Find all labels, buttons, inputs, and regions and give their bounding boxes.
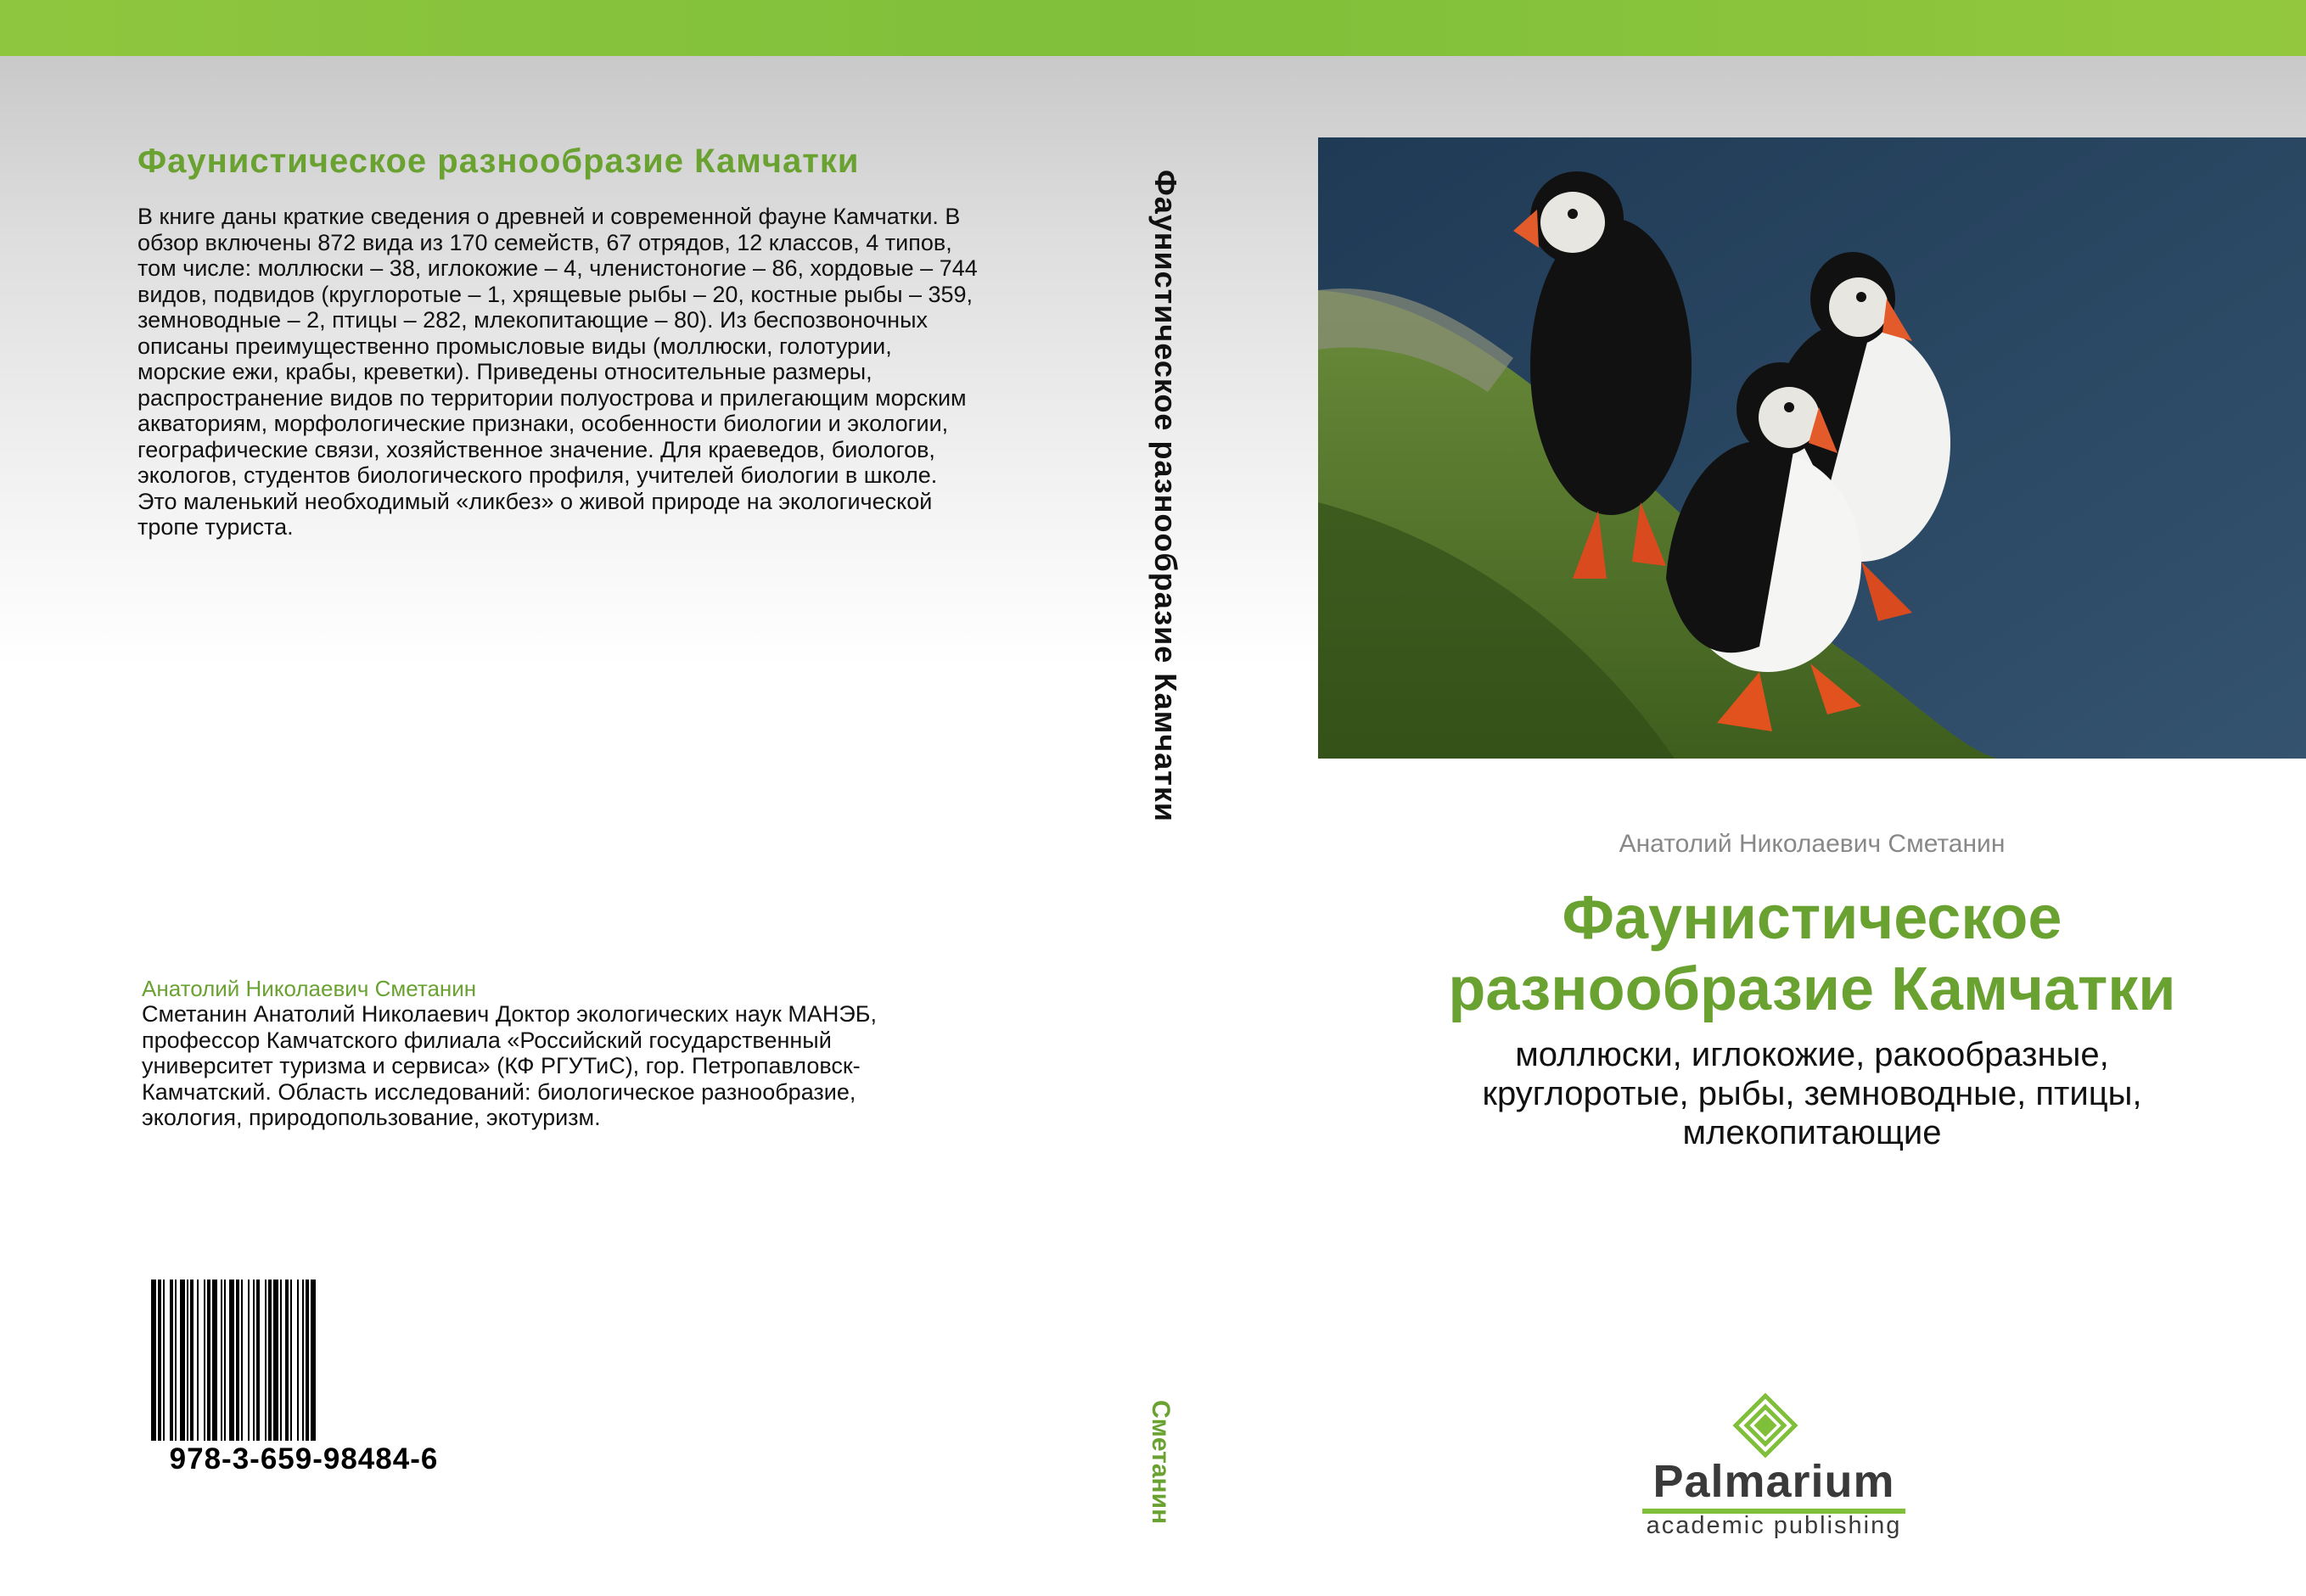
front-cover-author: Анатолий Николаевич Сметанин (1619, 830, 2006, 858)
publisher-name: Palmarium (1652, 1456, 1895, 1507)
front-cover-subtitle (1318, 1035, 2306, 1152)
back-cover-author-name: Анатолий Николаевич Сметанин (142, 976, 477, 1001)
front-title-line-1: Фаунистическое (1562, 884, 2062, 952)
front-cover-title (1318, 882, 2306, 1025)
back-cover-title: Фаунистическое разнообразие Камчатки (137, 143, 860, 180)
cover-photo-puffins (1318, 137, 2306, 759)
back-cover-description: В книге даны краткие сведения о древней и современной фауне Камчатки. В обзор включены 872 вида из 170 семейств, 67 отрядов, 12 классов, 4 типов, том числе: моллюски – 38, иглокожие – 4, членистоногие – 86, хордовые – 744 видов, подвидов (круглоротые – 1, хрящевые рыбы – 20, костные рыбы – 359, земноводные – 2, птицы – 282, млекопитающие – 80). Из беспозвоночных описаны преимущественно промысловые виды (моллюски, голотурии, морские ежи, крабы, креветки). Приведены относительные размеры, распространение видов по территории полуострова и прилегающим морским акваториям, морфологические признаки, особенности биологии и экологии, географические связи, хозяйственное значение. Для краеведов, биологов, экологов, студентов биологического профиля, учителей биологии в школе. Это маленький необходимый «ликбез» о живой природе на экологической тропе туриста. (137, 204, 978, 540)
top-color-band (0, 0, 2306, 56)
subtitle-line-2: круглоротые, рыбы, земноводные, птицы, (1482, 1075, 2142, 1112)
subtitle-line-1: моллюски, иглокожие, ракообразные, (1515, 1036, 2109, 1073)
author-biography: Сметанин Анатолий Николаевич Доктор экологических наук МАНЭБ, профессор Камчатского филиала «Российский государственный университет туризма и сервиса» (КФ РГУТиС), гор. Петропавловск-Камчатский. Область исследований: биологическое разнообразие, экология, природопользование, экотуризм. (142, 1001, 877, 1130)
barcode (151, 1280, 457, 1441)
publisher-logo-icon (1727, 1392, 1804, 1459)
isbn-number: 978-3-659-98484-6 (169, 1442, 439, 1476)
front-title-line-2: разнообразие Камчатки (1448, 955, 2176, 1023)
subtitle-line-3: млекопитающие (1682, 1114, 1942, 1151)
spine-author: Сметанин (1147, 1400, 1175, 1525)
publisher-tagline: academic publishing (1646, 1512, 1902, 1539)
spine-title: Фаунистическое разнообразие Камчатки (1148, 170, 1183, 823)
